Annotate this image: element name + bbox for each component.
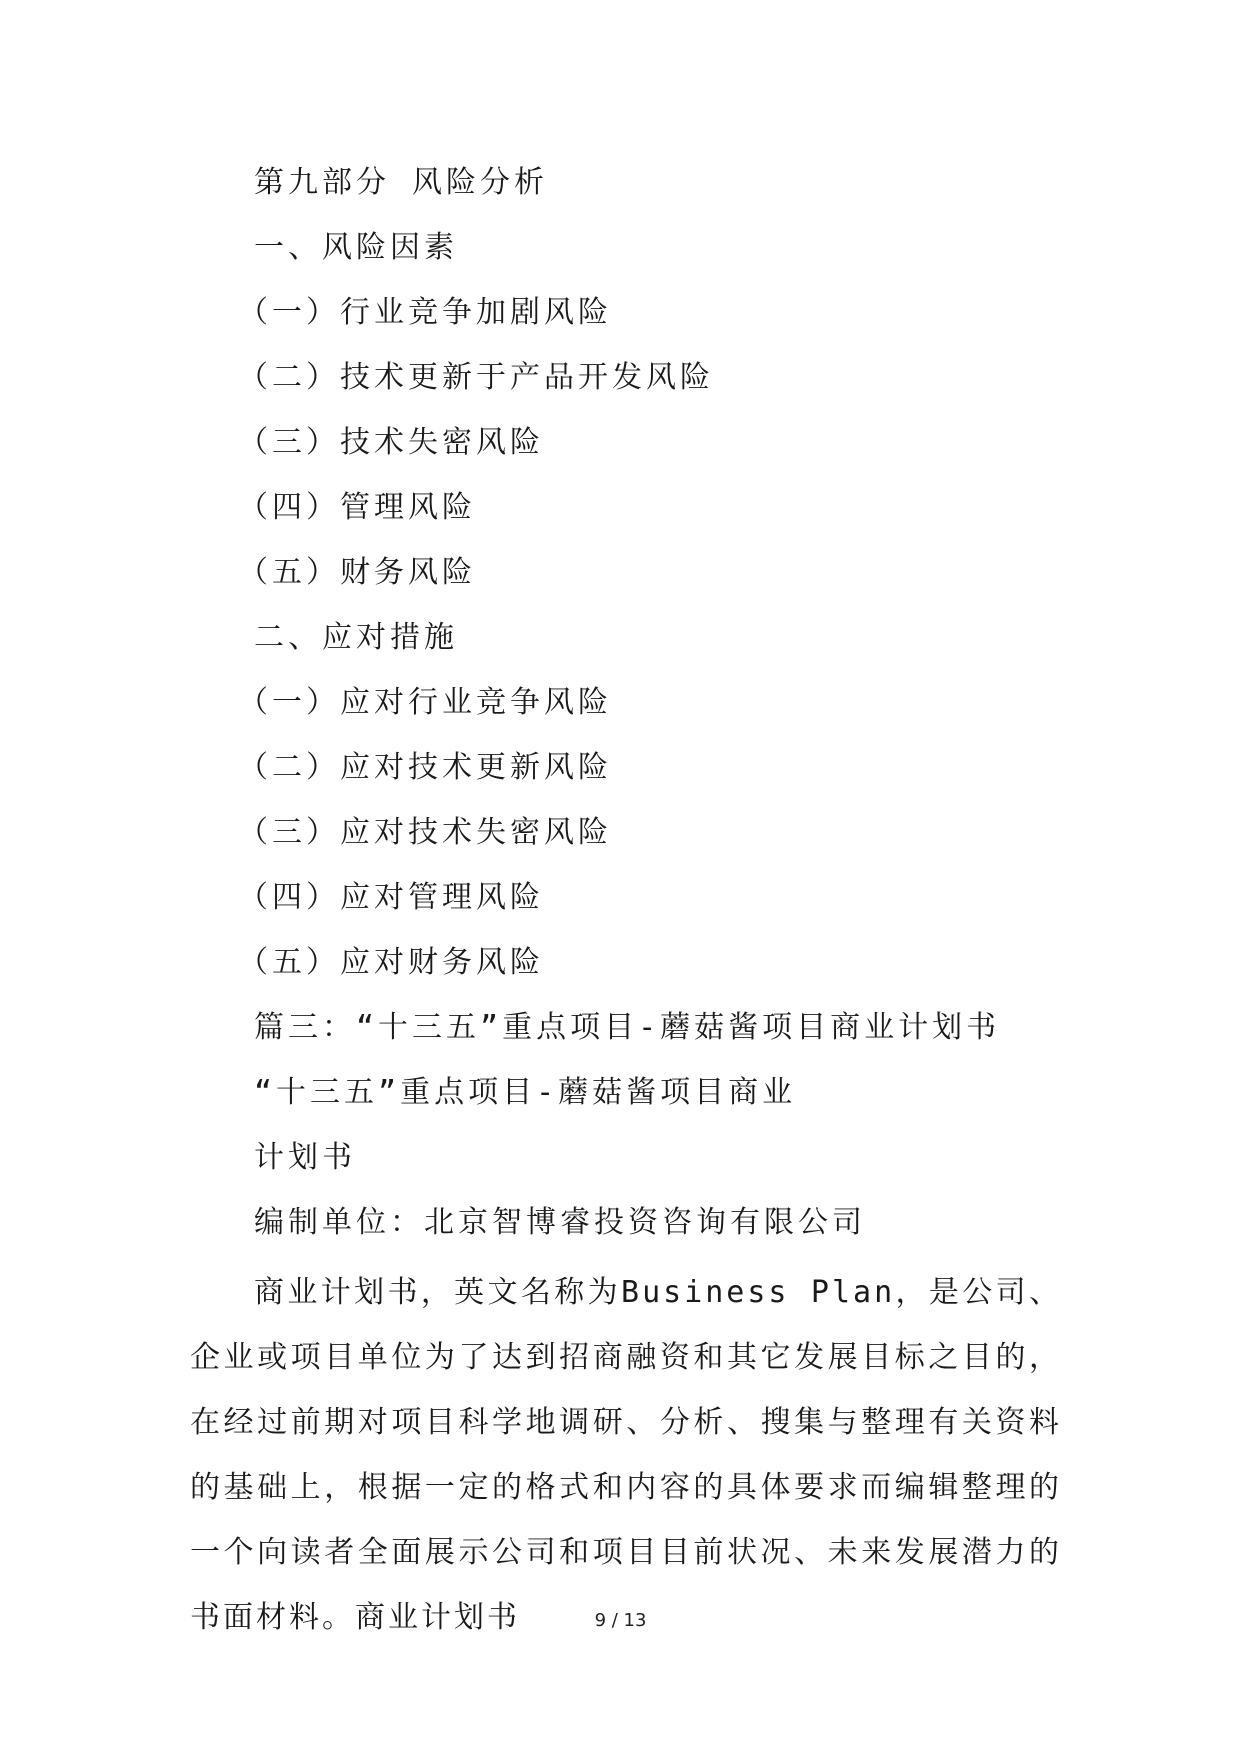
- list-item: （一）应对行业竞争风险: [238, 685, 612, 720]
- subheading-countermeasures: 二、应对措施: [254, 620, 458, 655]
- list-item: （三）应对技术失密风险: [238, 815, 612, 850]
- page-number: 9 / 13: [594, 1610, 647, 1631]
- subheading-risk-factors: 一、风险因素: [254, 230, 458, 265]
- list-item: （三）技术失密风险: [238, 425, 544, 460]
- body-paragraph: 商业计划书，英文名称为Business Plan，是公司、企业或项目单位为了达到招商融资和其它发展目标之目的，在经过前期对项目科学地调研、分析、搜集与整理有关资料的基础上，根据一定的格式和内容的具体要求而编辑整理的一个向读者全面展示公司和项目目前状况、未来发展潜力的书面材料。商业计划书: [190, 1275, 1062, 1635]
- list-item: （五）财务风险: [238, 555, 476, 590]
- document-title-line-1: “十三五”重点项目-蘑菇酱项目商业: [254, 1075, 797, 1110]
- chapter-title: 篇三：“十三五”重点项目-蘑菇酱项目商业计划书: [254, 1010, 1001, 1045]
- list-item: （四）管理风险: [238, 490, 476, 525]
- list-item: （一）行业竞争加剧风险: [238, 295, 612, 330]
- document-title-line-2: 计划书: [254, 1140, 356, 1175]
- compiler-line: 编制单位：北京智博睿投资咨询有限公司: [254, 1205, 866, 1240]
- list-item: （四）应对管理风险: [238, 880, 544, 915]
- list-item: （二）技术更新于产品开发风险: [238, 360, 714, 395]
- list-item: （五）应对财务风险: [238, 945, 544, 980]
- list-item: （二）应对技术更新风险: [238, 750, 612, 785]
- section-heading: 第九部分 风险分析: [254, 165, 549, 200]
